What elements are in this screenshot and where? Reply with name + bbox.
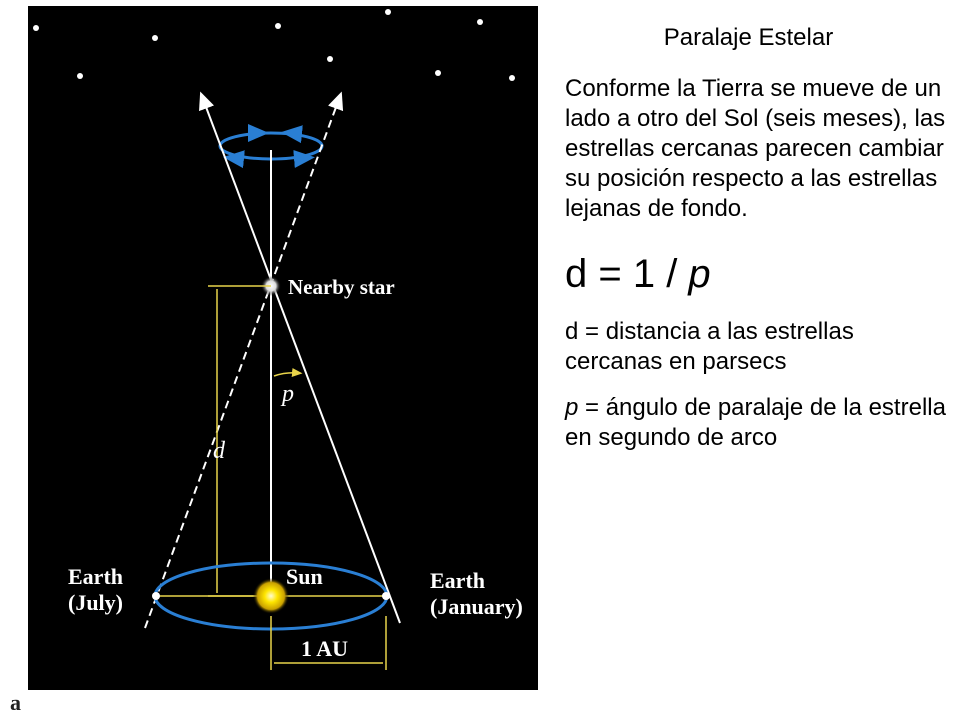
earth-january-dot [382,592,390,600]
earth-july-line2: (July) [68,590,123,615]
background-star [477,19,483,25]
sightline-january [203,99,400,623]
background-star [275,23,281,29]
background-star [327,56,333,62]
background-star [385,9,391,15]
earth-july-dot [152,592,160,600]
earth-january-line2: (January) [430,594,523,619]
sun-label: Sun [286,564,323,589]
definition-p-text: = ángulo de paralaje de la estrella en segundo de arco [565,394,946,451]
formula-lhs: d = 1 / [565,252,689,296]
parallax-diagram [28,6,538,690]
p-label: p [282,381,294,407]
p-angle-arc [274,373,298,376]
ellipse-arrow [290,133,300,134]
earth-january-line1: Earth [430,568,485,593]
ellipse-arrow [232,158,242,159]
earth-january-label [430,568,523,619]
d-label: d [213,438,225,464]
earth-july-line1: Earth [68,564,123,589]
definition-p [565,393,950,453]
sun [253,578,289,614]
parallax-formula [565,252,950,297]
background-star [435,70,441,76]
background-star [152,35,158,41]
nearby-star-label: Nearby star [288,275,395,299]
text-panel [565,24,950,469]
definition-p-var: p [565,394,579,421]
background-star [33,25,39,31]
background-star [77,73,83,79]
parallax-svg [28,6,538,690]
figure-letter: a [10,690,21,715]
panel-description: Conforme la Tierra se mueve de un lado a otro del Sol (seis meses), las estrellas cercanas parecen cambiar su posición respecto a las estrellas lejanas de fondo. [565,75,946,222]
background-star [509,75,515,81]
ellipse-arrow [294,158,306,159]
sightline-july [145,99,339,628]
definition-d: d = distancia a las estrellas cercanas en parsecs [565,318,854,375]
au-label: 1 AU [301,636,349,661]
formula-p: p [688,252,711,296]
panel-title: Paralaje Estelar [663,24,834,51]
earth-july-label [68,564,129,615]
